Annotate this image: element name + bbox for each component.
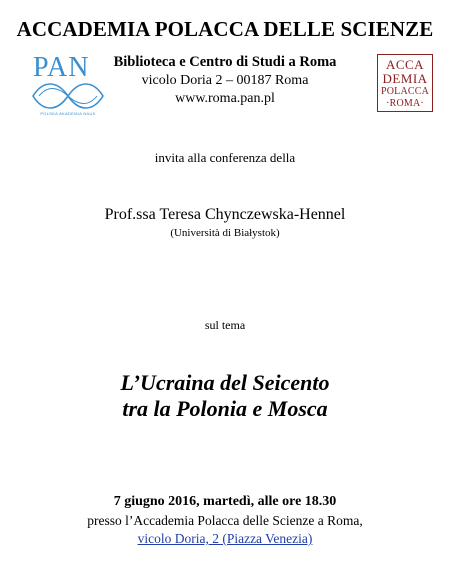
accademia-logo-row-4: ·ROMA· bbox=[386, 98, 424, 109]
pan-logo-letters: PAN bbox=[33, 52, 90, 83]
pan-logo bbox=[27, 52, 109, 120]
infinity-swirl-icon bbox=[29, 82, 107, 110]
speaker-name: Prof.ssa Teresa Chynczewska-Hennel bbox=[104, 206, 346, 223]
accademia-logo-row-1: ACCA bbox=[385, 57, 425, 72]
accademia-logo-row-2: DEMIA bbox=[382, 71, 428, 86]
accademia-logo-row-3: POLACCA bbox=[380, 86, 430, 97]
accademia-roma-logo bbox=[377, 54, 433, 112]
venue-address-link[interactable]: vicolo Doria, 2 (Piazza Venezia) bbox=[137, 531, 313, 546]
institute-website[interactable]: www.roma.pan.pl bbox=[175, 91, 275, 106]
institute-name: Biblioteca e Centro di Studi a Roma bbox=[113, 54, 337, 70]
event-venue: presso l’Accademia Polacca delle Scienze a Roma, bbox=[87, 513, 363, 528]
institute-address: vicolo Doria 2 – 00187 Roma bbox=[141, 73, 309, 88]
venue-address bbox=[0, 531, 450, 547]
theme-label: sul tema bbox=[204, 318, 246, 332]
speaker-affiliation: (Università di Białystok) bbox=[170, 227, 280, 239]
pan-logo-subtitle: POLSKA AKADEMIA NAUK bbox=[40, 111, 96, 116]
talk-title-line-2: tra la Polonia e Mosca bbox=[122, 396, 328, 421]
page-title: ACCADEMIA POLACCA DELLE SCIENZE bbox=[16, 17, 434, 41]
invitation-text: invita alla conferenza della bbox=[154, 150, 296, 165]
talk-title-line-1: L’Ucraina del Seicento bbox=[120, 370, 330, 395]
event-date-time: 7 giugno 2016, martedì, alle ore 18.30 bbox=[113, 494, 337, 509]
